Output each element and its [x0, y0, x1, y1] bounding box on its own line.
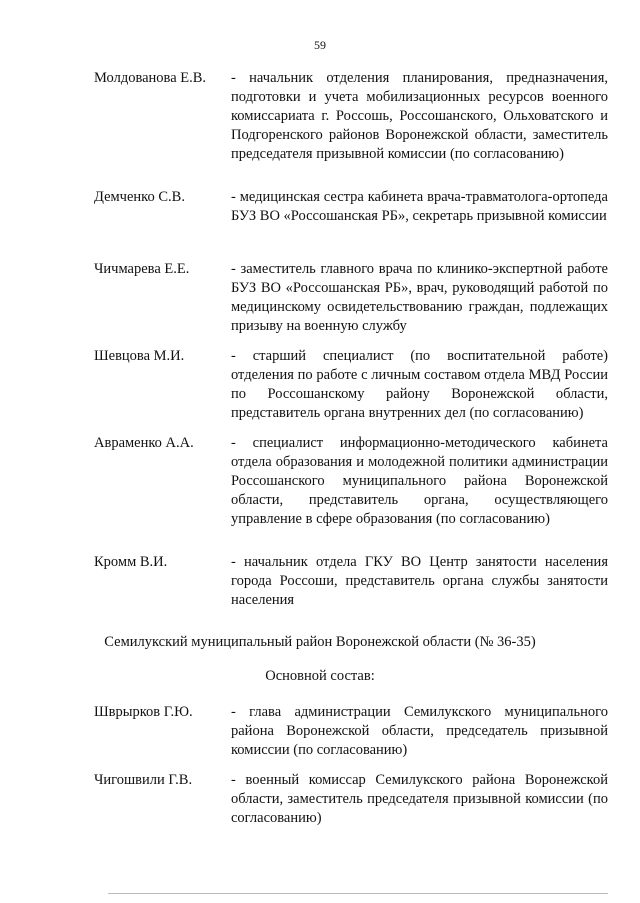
member-role: - медицинская сестра кабинета врача-травматолога-ортопеда БУЗ ВО «Россошанская РБ», секретарь призывной комиссии: [231, 189, 608, 224]
member-role: - глава администрации Семилукского муниципального района Воронежской области, председатель призывной комиссии (по согласованию): [231, 704, 608, 758]
section-heading: Семилукский муниципальный район Воронежской области (№ 36-35): [104, 634, 536, 650]
section-subheading: Основной состав:: [265, 668, 375, 684]
bottom-rule: [108, 893, 608, 894]
member-role: - заместитель главного врача по клинико-экспертной работе БУЗ ВО «Россошанская РБ», врач, руководящий работой по медицинскому освидетельствованию граждан, подлежащих призыву на военную службу: [231, 261, 608, 334]
member-name: Авраменко А.А.: [94, 435, 194, 451]
member-name: Шевцова М.И.: [94, 348, 185, 364]
member-name: Чичмарева Е.Е.: [94, 261, 190, 277]
page-number: 59: [314, 38, 326, 52]
member-name: Молдованова Е.В.: [94, 70, 207, 86]
member-role: - военный комиссар Семилукского района Воронежской области, заместитель председателя призывной комиссии (по согласованию): [231, 772, 608, 826]
member-name: Шврырков Г.Ю.: [94, 704, 193, 720]
member-name: Чигошвили Г.В.: [94, 772, 193, 788]
member-role: - старший специалист (по воспитательной работе) отделения по работе с личным составом отдела МВД России по Россошанскому району Воронежской области, представитель органа внутренних дел (по согласованию): [231, 348, 608, 421]
member-name: Демченко С.В.: [94, 189, 185, 205]
member-role: - специалист информационно-методического кабинета отдела образования и молодежной политики администрации Россошанского муниципального района Воронежской области, представитель органа, осуществляющего управление в сфере образования (по согласованию): [231, 435, 608, 527]
member-role: - начальник отделения планирования, предназначения, подготовки и учета мобилизационных ресурсов военного комиссариата г. Россошь, Россошанского, Ольховатского и Подгоренского районов Воронежской области, заместитель председателя призывной комиссии (по согласованию): [231, 70, 608, 162]
member-name: Кромм В.И.: [94, 554, 168, 570]
member-role: - начальник отдела ГКУ ВО Центр занятости населения города Россоши, представитель органа службы занятости населения: [231, 554, 608, 608]
